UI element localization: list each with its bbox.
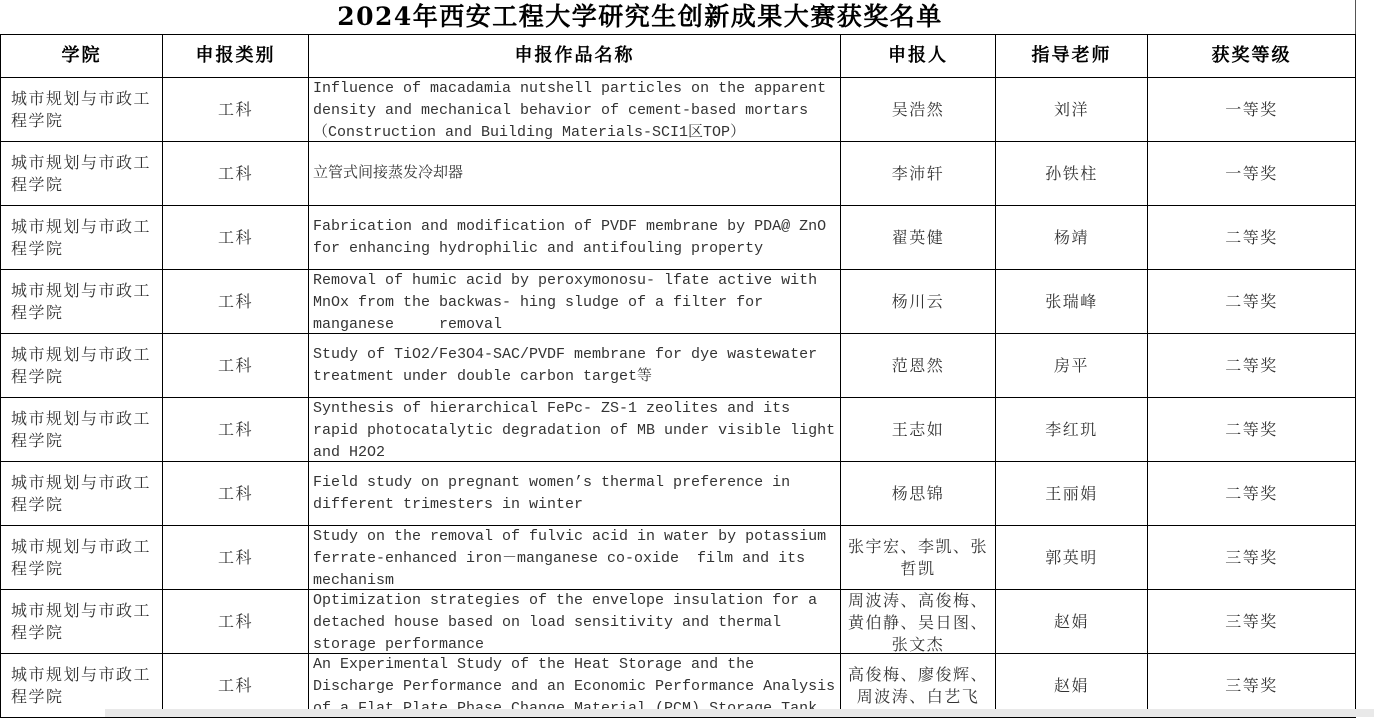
applicant-text: 张宇宏、李凯、张 哲凯 — [847, 536, 988, 578]
header-applicant-label: 申报人 — [888, 45, 948, 66]
header-award-label: 获奖等级 — [1211, 45, 1292, 66]
advisor-cell[interactable] — [996, 398, 1148, 462]
applicant-text: 杨川云 — [891, 291, 945, 311]
work-title-cell[interactable] — [309, 270, 841, 334]
category-text: 工科 — [217, 419, 253, 439]
category-text: 工科 — [217, 99, 253, 119]
category-text: 工科 — [217, 227, 253, 247]
work-title-text: Fabrication and modification of PVDF membrane by PDA@ ZnO for enhancing hydrophilic and antifouling property — [313, 217, 827, 257]
award-cell[interactable] — [1148, 462, 1356, 526]
advisor-text: 赵娟 — [1053, 611, 1089, 631]
advisor-cell[interactable] — [996, 462, 1148, 526]
advisor-text: 房平 — [1053, 355, 1089, 375]
advisor-text: 郭英明 — [1045, 547, 1098, 567]
work-title-text: 立管式间接蒸发冷却器 — [313, 164, 464, 182]
category-cell[interactable] — [163, 398, 309, 462]
advisor-text: 孙铁柱 — [1045, 163, 1098, 183]
header-advisor-label: 指导老师 — [1031, 45, 1112, 66]
header-advisor[interactable] — [996, 35, 1148, 78]
applicant-text: 王志如 — [891, 419, 945, 439]
award-text: 二等奖 — [1225, 483, 1278, 503]
work-title-text: Study of TiO2/Fe3O4-SAC/PVDF membrane for dye wastewater treatment under double carbon target等 — [313, 345, 818, 385]
applicant-cell[interactable] — [841, 206, 996, 270]
work-title-cell[interactable] — [309, 334, 841, 398]
category-text: 工科 — [217, 483, 253, 503]
work-title-cell[interactable] — [309, 206, 841, 270]
applicant-cell[interactable] — [841, 142, 996, 206]
work-title-cell[interactable] — [309, 78, 841, 142]
advisor-cell[interactable] — [996, 206, 1148, 270]
applicant-text: 翟英健 — [891, 227, 945, 247]
college-cell[interactable] — [1, 270, 163, 334]
college-text: 城市规划与市政工 程学院 — [11, 216, 152, 258]
college-text: 城市规划与市政工 程学院 — [11, 408, 152, 450]
award-text: 三等奖 — [1225, 611, 1278, 631]
applicant-text: 李沛轩 — [891, 163, 945, 183]
award-text: 一等奖 — [1225, 99, 1278, 119]
award-text: 三等奖 — [1225, 675, 1278, 695]
work-title-cell[interactable] — [309, 590, 841, 654]
work-title-cell[interactable] — [309, 526, 841, 590]
award-text: 一等奖 — [1225, 163, 1278, 183]
college-cell[interactable] — [1, 398, 163, 462]
advisor-cell[interactable] — [996, 334, 1148, 398]
category-cell[interactable] — [163, 78, 309, 142]
college-cell[interactable] — [1, 526, 163, 590]
advisor-text: 杨靖 — [1053, 227, 1089, 247]
category-cell[interactable] — [163, 142, 309, 206]
award-cell[interactable] — [1148, 334, 1356, 398]
award-text: 二等奖 — [1225, 419, 1278, 439]
work-title-text: Study on the removal of fulvic acid in water by potassium ferrate-enhanced iron－manganese co-oxide film and its mechanism — [313, 528, 827, 589]
work-title-cell[interactable] — [309, 462, 841, 526]
work-title-cell[interactable] — [309, 142, 841, 206]
category-text: 工科 — [217, 611, 253, 631]
header-work-title-label: 申报作品名称 — [514, 45, 635, 66]
applicant-cell[interactable] — [841, 78, 996, 142]
advisor-text: 刘洋 — [1053, 99, 1089, 119]
applicant-cell[interactable] — [841, 270, 996, 334]
header-college[interactable] — [1, 35, 163, 78]
award-cell[interactable] — [1148, 526, 1356, 590]
grid-line — [1355, 0, 1356, 34]
advisor-text: 张瑞峰 — [1045, 291, 1098, 311]
award-cell[interactable] — [1148, 398, 1356, 462]
advisor-cell[interactable] — [996, 590, 1148, 654]
work-title-text: Synthesis of hierarchical FePc- ZS-1 zeolites and its rapid photocatalytic degradation of MB under visible light and H2O2 — [313, 400, 836, 461]
category-cell[interactable] — [163, 526, 309, 590]
applicant-cell[interactable] — [841, 590, 996, 654]
advisor-text: 王丽娟 — [1045, 483, 1098, 503]
college-text: 城市规划与市政工 程学院 — [11, 152, 152, 194]
category-text: 工科 — [217, 355, 253, 375]
college-text: 城市规划与市政工 程学院 — [11, 600, 152, 642]
college-cell[interactable] — [1, 142, 163, 206]
college-cell[interactable] — [1, 206, 163, 270]
header-work-title[interactable] — [309, 35, 841, 78]
college-text: 城市规划与市政工 程学院 — [11, 664, 152, 706]
category-text: 工科 — [217, 291, 253, 311]
horizontal-scrollbar[interactable] — [105, 709, 1374, 717]
header-award[interactable] — [1148, 35, 1356, 78]
advisor-cell[interactable] — [996, 526, 1148, 590]
advisor-text: 李红玑 — [1045, 419, 1098, 439]
advisor-cell[interactable] — [996, 142, 1148, 206]
college-cell[interactable] — [1, 334, 163, 398]
college-cell[interactable] — [1, 78, 163, 142]
work-title-cell[interactable] — [309, 398, 841, 462]
applicant-cell[interactable] — [841, 526, 996, 590]
category-text: 工科 — [217, 163, 253, 183]
sheet-title[interactable]: 2024年西安工程大学研究生创新成果大赛获奖名单 — [337, 2, 943, 31]
college-cell[interactable] — [1, 590, 163, 654]
work-title-text: Removal of humic acid by peroxymonosu- lfate active with MnOx from the backwas- hing sludge of a filter for manganese removal — [313, 272, 818, 333]
award-text: 二等奖 — [1225, 227, 1278, 247]
category-cell[interactable] — [163, 334, 309, 398]
award-text: 二等奖 — [1225, 355, 1278, 375]
applicant-text: 周波涛、高俊梅、 黄伯静、吴日图、 张文杰 — [847, 591, 988, 654]
work-title-text: Influence of macadamia nutshell particles on the apparent density and mechanical behavior of cement-based mortars （Construction and Building Materials-SCI1区TOP） — [313, 80, 827, 141]
advisor-cell[interactable] — [996, 270, 1148, 334]
award-text: 三等奖 — [1225, 547, 1278, 567]
advisor-text: 赵娟 — [1053, 675, 1089, 695]
header-applicant[interactable] — [841, 35, 996, 78]
college-text: 城市规划与市政工 程学院 — [11, 536, 152, 578]
award-text: 二等奖 — [1225, 291, 1278, 311]
applicant-text: 杨思锦 — [891, 483, 945, 503]
header-category[interactable] — [163, 35, 309, 78]
work-title-text: Optimization strategies of the envelope insulation for a detached house based on load sensitivity and thermal storage performance — [313, 592, 818, 653]
award-cell[interactable] — [1148, 590, 1356, 654]
award-cell[interactable] — [1148, 270, 1356, 334]
award-cell[interactable] — [1148, 206, 1356, 270]
category-cell[interactable] — [163, 270, 309, 334]
applicant-text: 高俊梅、廖俊辉、 周波涛、白艺飞 — [847, 664, 988, 706]
category-cell[interactable] — [163, 590, 309, 654]
applicant-cell[interactable] — [841, 334, 996, 398]
header-college-label: 学院 — [61, 45, 102, 66]
header-category-label: 申报类别 — [195, 45, 276, 66]
college-cell[interactable] — [1, 462, 163, 526]
category-text: 工科 — [217, 547, 253, 567]
college-text: 城市规划与市政工 程学院 — [11, 88, 152, 130]
award-table — [0, 34, 1356, 718]
college-text: 城市规划与市政工 程学院 — [11, 344, 152, 386]
award-cell[interactable] — [1148, 142, 1356, 206]
category-cell[interactable] — [163, 462, 309, 526]
applicant-cell[interactable] — [841, 398, 996, 462]
advisor-cell[interactable] — [996, 78, 1148, 142]
applicant-cell[interactable] — [841, 462, 996, 526]
award-cell[interactable] — [1148, 78, 1356, 142]
work-title-text: Field study on pregnant women’s thermal preference in different trimesters in winter — [313, 473, 791, 513]
applicant-text: 吴浩然 — [891, 99, 945, 119]
college-text: 城市规划与市政工 程学院 — [11, 280, 152, 322]
category-cell[interactable] — [163, 206, 309, 270]
applicant-text: 范恩然 — [891, 355, 945, 375]
category-text: 工科 — [217, 675, 253, 695]
work-title-text: An Experimental Study of the Heat Storage and the Discharge Performance and an Economic Performance Analysis — [313, 656, 836, 695]
college-text: 城市规划与市政工 程学院 — [11, 472, 152, 514]
